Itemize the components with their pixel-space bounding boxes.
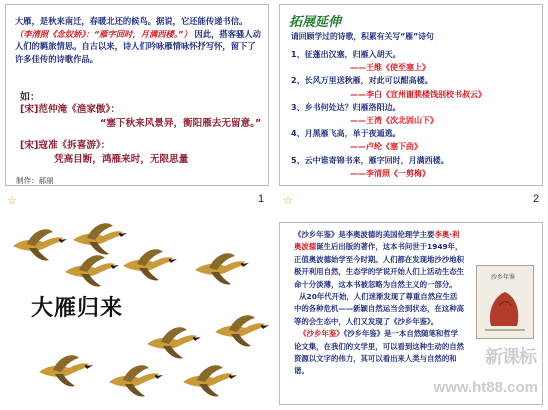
slide2-heading: 拓展延伸 (289, 15, 342, 30)
poem-source: ——王维《使至塞上》 (350, 63, 430, 73)
slide-2-number: 2 (533, 193, 540, 205)
ru-label: 如： (20, 92, 40, 103)
poem-source: ——王湾《次北固山下》 (350, 116, 438, 125)
book-title: 沙乡年鉴 (491, 274, 516, 281)
slide1-intro-text (15, 15, 261, 65)
goose-10 (183, 365, 237, 396)
para1-highlight: 李奥·利奥波德 (294, 230, 460, 252)
poem-source: ——李白《宣州谢朓楼饯别校书叔云》 (350, 89, 486, 99)
intro-quote: （李清照《念奴娇》：“雁字回时，月满西楼。”） (15, 28, 192, 39)
slide-3[interactable] (5, 222, 269, 405)
citation-2 (20, 139, 264, 166)
citation-1 (20, 103, 264, 130)
slide-1-number: 1 (258, 193, 265, 205)
slide-4[interactable] (279, 222, 543, 405)
goose-2 (73, 223, 127, 254)
slide-1[interactable] (5, 4, 269, 186)
para1-a: 《沙乡年鉴》是李奥波德的美国伦理学主要 (294, 230, 435, 239)
para3: 《沙乡年鉴》是一本自然随笔和哲学论文集，在我们的文学里，可以看到这种生动的自然资源以文字的伟力，其可以看出来人类与自然的和谐。 (294, 329, 464, 376)
slide4-text (294, 229, 464, 378)
goose-1 (13, 229, 67, 260)
poem-line: 2、长风万里送秋雁，对此可以酣高楼。 (291, 76, 433, 86)
goose-8 (109, 365, 163, 396)
watermark-logo: 新课标 (485, 347, 536, 368)
poem-source: ——李清照《一剪梅》 (350, 168, 430, 178)
slide3-title: 大雁归来 (31, 295, 124, 321)
citation-1-source: [宋]范仲淹《渔家傲》： (20, 104, 120, 115)
citation-2-text: 凭高目断，鸿雁来时，无限思量 (54, 153, 189, 165)
poem-line: 3、乡书何处达？归雁洛阳边。 (291, 102, 401, 112)
intro-part-b: 因此，搭客骚人动人们的羁旅情思。自古以来，诗人们吟咏雁情咏怀抒写怀，留下了许多佳传的诗歌作品。 (15, 28, 261, 64)
citation-2-source: [宋]寇准《拆喜游》： (20, 140, 111, 151)
poem-line: 4、月黑雁飞高，单于夜遁逃。 (291, 129, 401, 139)
goose-3 (65, 255, 119, 286)
para1-b: 诞生后出版的著作，这本书问世于1949年，正值奥波德始学至今时期。人们都在发现地沙沙地积极开利用自然，生态学的学说开始人们上活动生态生命十分淡薄，这本书被忽略为自然主义的一部分。 (294, 242, 464, 289)
goose-6 (147, 327, 201, 358)
poem-line: 1、征蓬出汉塞，归雁入胡天。 (291, 50, 401, 59)
book-cover-image (476, 265, 534, 339)
slide-2-star-icon: ☆ (283, 194, 293, 207)
para3-highlight: 《沙乡年鉴》 (299, 329, 344, 339)
slide2-intro: 请回顾学过的诗歌，积累有关写“雁”诗句 (291, 32, 434, 41)
citation-1-text: “塞下秋来风景异，衡阳雁去无留意。” (100, 117, 262, 129)
goose-9 (39, 355, 93, 386)
slide-1-star-icon: ☆ (7, 194, 17, 207)
slide-2[interactable] (279, 4, 543, 186)
author-label: 制作：郝丽 (16, 176, 54, 185)
poem-line: 5、云中谁寄锦书来，雁字回时，月满西楼。 (291, 155, 449, 165)
goose-4 (123, 249, 177, 280)
para2: 从20年代开始，人们迷渐发现了尊重自然应生活中的各种危机——新颖自然运当会到状态，在这种高等的会生态中，人们又发现了《沙乡年鉴》。 (294, 292, 464, 326)
intro-part-a: 大雁，是秋来南迁，春暖北还的候鸟。据说，它还能传递书信。 (15, 16, 248, 26)
poem-source: ——卢纶《塞下曲》 (350, 142, 422, 152)
goose-7 (215, 315, 269, 346)
watermark-url: www.ht88.com (433, 379, 538, 396)
goose-5 (195, 253, 249, 284)
